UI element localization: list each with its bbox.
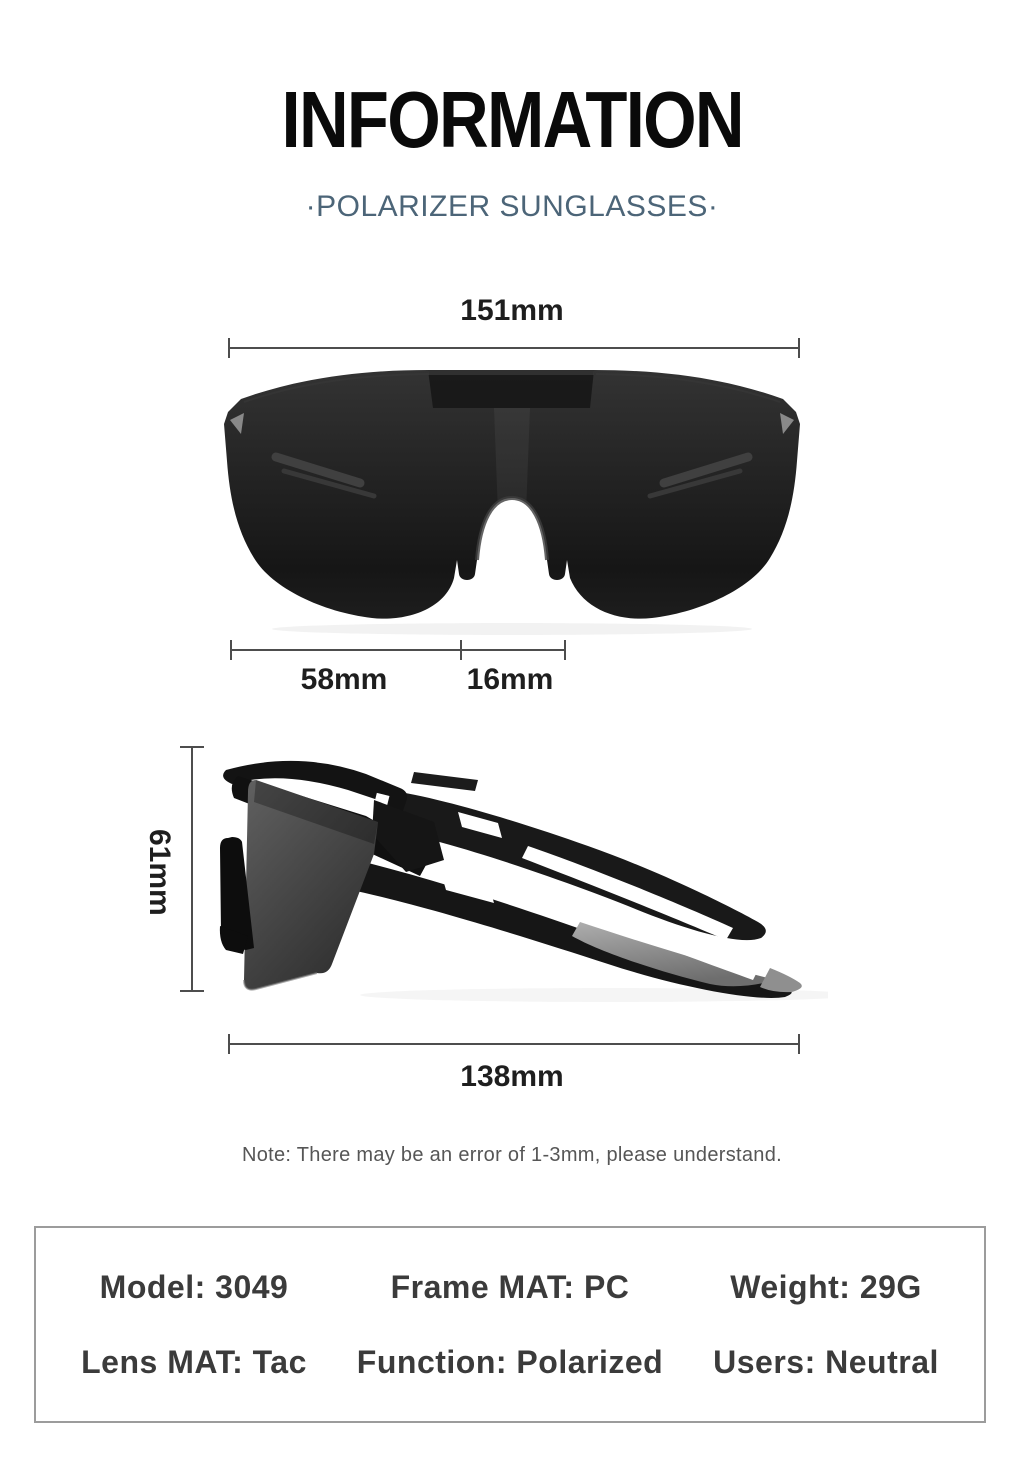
bridge-width-label: 16mm bbox=[466, 663, 554, 696]
front-brow-bar bbox=[428, 370, 594, 408]
lens-bridge-dimension-divider bbox=[460, 640, 462, 660]
side-lower-arm-tip-cap bbox=[760, 968, 802, 992]
spec-function: Function: Polarized bbox=[356, 1343, 664, 1380]
spec-lens-material: Lens MAT: Tac bbox=[81, 1343, 307, 1380]
spec-table bbox=[34, 1226, 986, 1423]
lens-bridge-dimension-line bbox=[230, 640, 566, 660]
page-subtitle: ·POLARIZER SUNGLASSES· bbox=[305, 190, 719, 223]
page-title-wrap bbox=[0, 75, 1024, 164]
lens-width-label: 58mm bbox=[300, 663, 388, 696]
side-view-illustration bbox=[180, 742, 828, 1006]
front-brow-bar-highlight bbox=[428, 370, 594, 375]
lens-height-label: 61mm bbox=[143, 829, 176, 916]
temple-length-label: 138mm bbox=[460, 1060, 564, 1093]
spec-users: Users: Neutral bbox=[713, 1343, 939, 1380]
front-view-illustration bbox=[222, 362, 802, 638]
spec-weight: Weight: 29G bbox=[730, 1268, 922, 1305]
front-total-width-label: 151mm bbox=[460, 294, 564, 327]
temple-length-dimension-line bbox=[228, 1034, 800, 1054]
spec-row-2 bbox=[36, 1344, 984, 1381]
spec-row-1 bbox=[36, 1269, 984, 1306]
note-text: Note: There may be an error of 1-3mm, please understand. bbox=[241, 1144, 783, 1166]
front-total-width-dimension-line bbox=[228, 338, 800, 358]
spec-frame-material: Frame MAT: PC bbox=[390, 1268, 630, 1305]
spec-model: Model: 3049 bbox=[99, 1268, 289, 1305]
page-title: INFORMATION bbox=[281, 75, 743, 164]
side-far-temple-sliver bbox=[411, 772, 478, 791]
front-ground-shadow bbox=[272, 623, 752, 635]
